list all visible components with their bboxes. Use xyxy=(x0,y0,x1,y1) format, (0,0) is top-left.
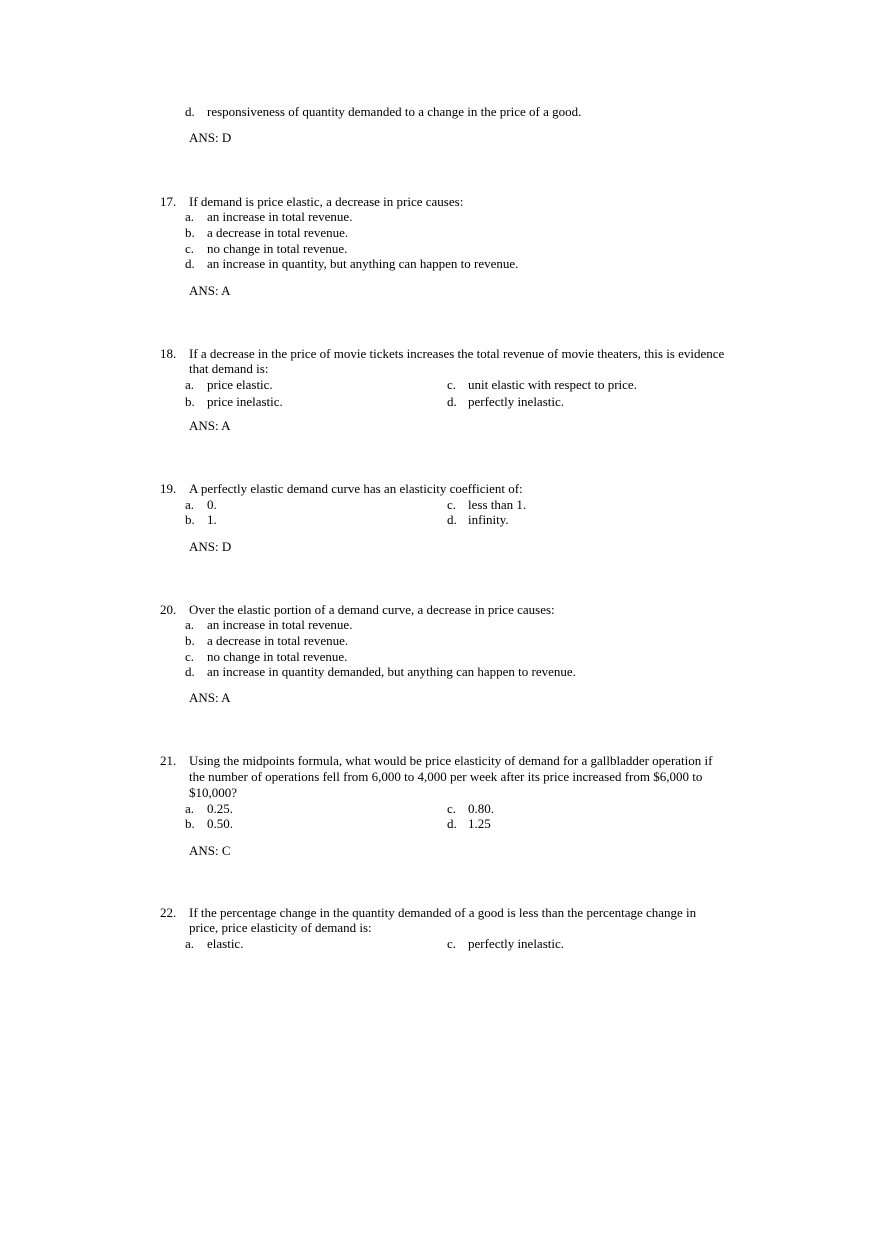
option-text: responsiveness of quantity demanded to a change in the price of a good. xyxy=(207,104,582,119)
question-stem: $10,000? xyxy=(189,785,238,800)
option-letter: a. xyxy=(185,936,195,951)
option-text: an increase in quantity, but anything can happen to revenue. xyxy=(207,256,519,271)
option-text: an increase in quantity demanded, but anything can happen to revenue. xyxy=(207,664,576,679)
question-stem: If the percentage change in the quantity demanded of a good is less than the percentage change in xyxy=(189,905,697,920)
question-number: 20. xyxy=(160,602,177,617)
answer-label: ANS: A xyxy=(189,418,231,433)
option-text: 0. xyxy=(207,497,217,512)
option-letter: d. xyxy=(447,816,457,831)
option-letter: a. xyxy=(185,801,195,816)
option-text: an increase in total revenue. xyxy=(207,617,353,632)
answer-label: ANS: C xyxy=(189,843,231,858)
option-text: less than 1. xyxy=(468,497,527,512)
option-letter: a. xyxy=(185,209,195,224)
question-stem: Using the midpoints formula, what would be price elasticity of demand for a gallbladder operation if xyxy=(189,753,713,768)
option-text: perfectly inelastic. xyxy=(468,936,565,951)
question-number: 17. xyxy=(160,194,177,209)
option-text: 1. xyxy=(207,512,217,527)
option-letter: a. xyxy=(185,497,195,512)
question-stem: price, price elasticity of demand is: xyxy=(189,920,372,935)
option-text: no change in total revenue. xyxy=(207,241,348,256)
question-number: 21. xyxy=(160,753,177,768)
option-text: 1.25 xyxy=(468,816,491,831)
option-letter: a. xyxy=(185,377,195,392)
option-letter: c. xyxy=(447,801,457,816)
question-stem: Over the elastic portion of a demand curve, a decrease in price causes: xyxy=(189,602,555,617)
answer-label: ANS: D xyxy=(189,130,232,145)
option-letter: b. xyxy=(185,225,195,240)
question-stem: If a decrease in the price of movie tickets increases the total revenue of movie theaters, this is evidence xyxy=(189,346,725,361)
option-text: unit elastic with respect to price. xyxy=(468,377,637,392)
question-stem: If demand is price elastic, a decrease in price causes: xyxy=(189,194,464,209)
option-text: an increase in total revenue. xyxy=(207,209,353,224)
option-letter: d. xyxy=(447,394,457,409)
option-text: infinity. xyxy=(468,512,509,527)
option-text: 0.80. xyxy=(468,801,494,816)
answer-label: ANS: A xyxy=(189,283,231,298)
option-text: price inelastic. xyxy=(207,394,283,409)
option-text: price elastic. xyxy=(207,377,273,392)
option-letter: c. xyxy=(185,241,195,256)
option-text: a decrease in total revenue. xyxy=(207,633,349,648)
option-text: 0.25. xyxy=(207,801,233,816)
question-stem: the number of operations fell from 6,000 to 4,000 per week after its price increased from $6,000 to xyxy=(189,769,703,784)
option-letter: d. xyxy=(447,512,457,527)
option-text: elastic. xyxy=(207,936,244,951)
option-letter: c. xyxy=(447,497,457,512)
option-letter: c. xyxy=(185,649,195,664)
option-letter: d. xyxy=(185,104,195,119)
option-letter: a. xyxy=(185,617,195,632)
option-text: 0.50. xyxy=(207,816,233,831)
answer-label: ANS: A xyxy=(189,690,231,705)
option-letter: d. xyxy=(185,664,195,679)
option-text: perfectly inelastic. xyxy=(468,394,565,409)
option-letter: c. xyxy=(447,936,457,951)
question-number: 22. xyxy=(160,905,177,920)
option-letter: d. xyxy=(185,256,195,271)
option-letter: c. xyxy=(447,377,457,392)
option-letter: b. xyxy=(185,512,195,527)
option-text: no change in total revenue. xyxy=(207,649,348,664)
answer-label: ANS: D xyxy=(189,539,232,554)
option-letter: b. xyxy=(185,816,195,831)
question-stem: that demand is: xyxy=(189,361,269,376)
question-number: 19. xyxy=(160,481,177,496)
option-letter: b. xyxy=(185,394,195,409)
question-number: 18. xyxy=(160,346,177,361)
option-text: a decrease in total revenue. xyxy=(207,225,349,240)
question-stem: A perfectly elastic demand curve has an elasticity coefficient of: xyxy=(189,481,523,496)
option-letter: b. xyxy=(185,633,195,648)
